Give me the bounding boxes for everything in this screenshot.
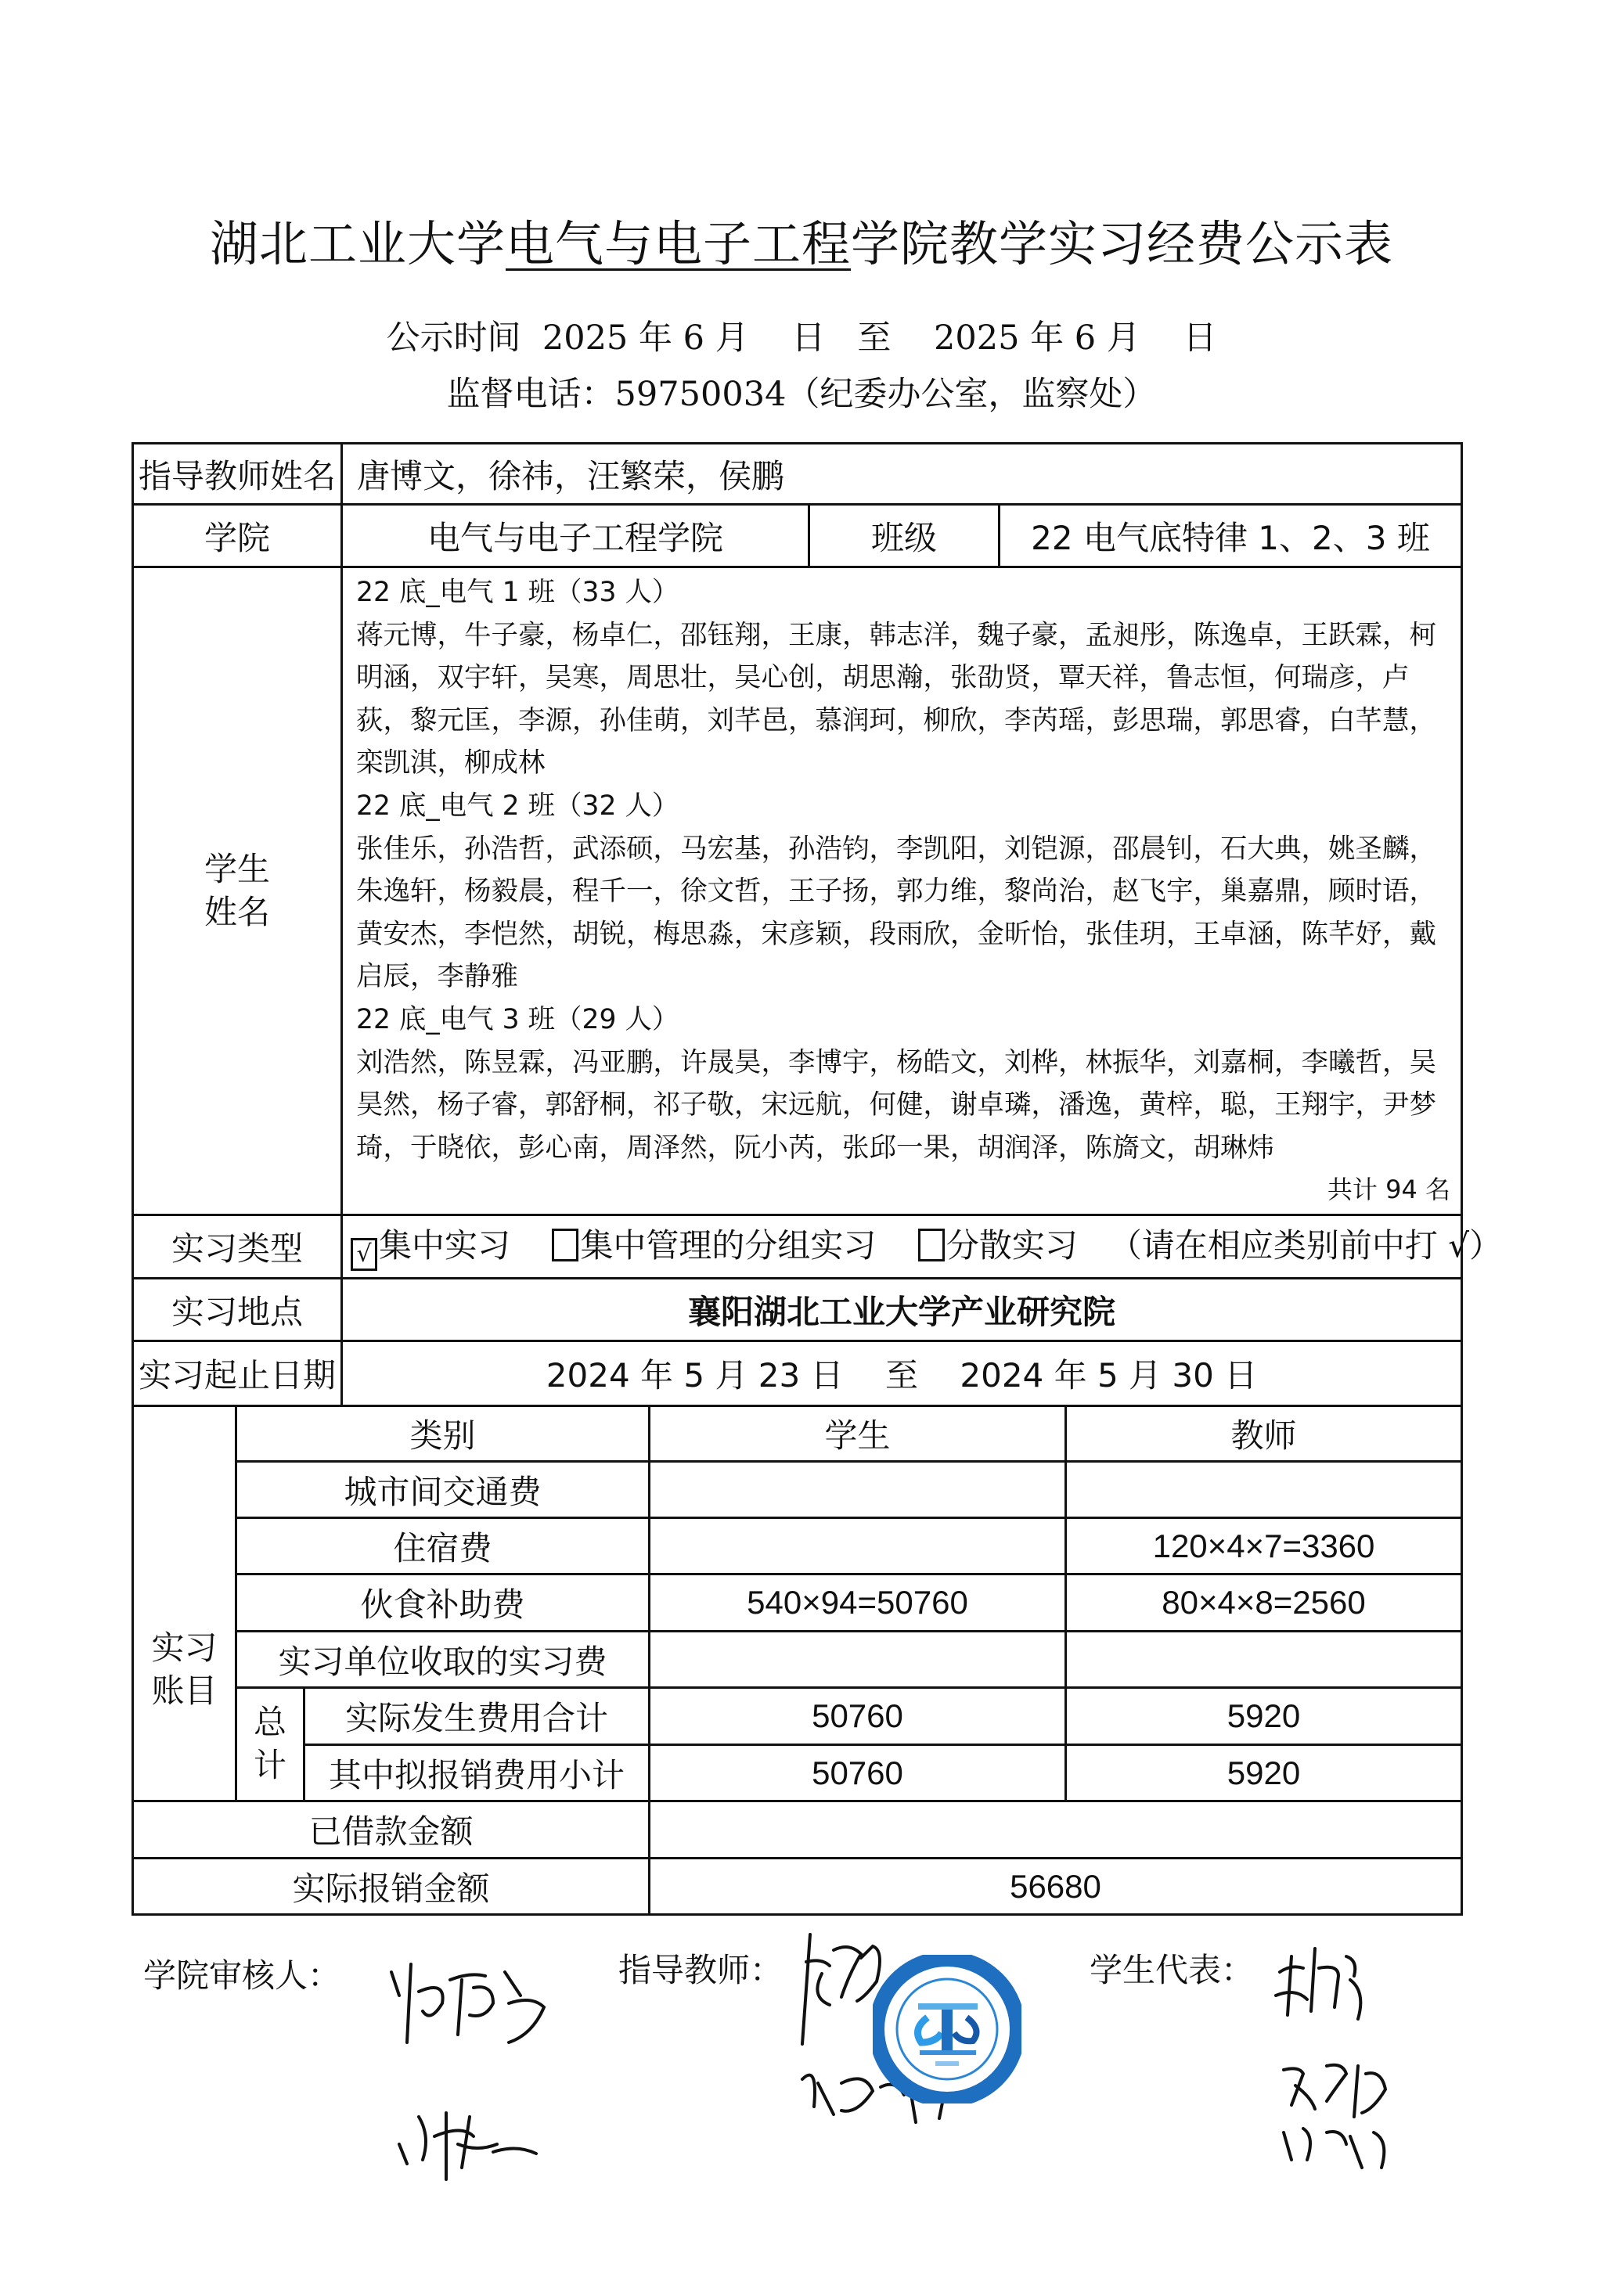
row-lodging-label: 住宿费 <box>393 1528 492 1567</box>
checkbox-grouped[interactable] <box>552 1229 578 1261</box>
university-seal-icon <box>873 1955 1021 2103</box>
reviewer-signature <box>376 1949 564 2183</box>
dates-value: 2024 年 5 月 23 日 至 2024 年 5 月 30 日 <box>546 1356 1258 1395</box>
teacher-names: 唐博文，徐祎，汪繁荣，侯鹏 <box>357 456 785 495</box>
class-3-heading: 22 底_电气 3 班（29 人） <box>356 1003 679 1035</box>
header-teacher: 教师 <box>1230 1416 1297 1455</box>
total-label-line1: 总 <box>253 1703 286 1742</box>
row-actual-total-teacher: 5920 <box>1227 1697 1301 1734</box>
class-1-heading: 22 底_电气 1 班（33 人） <box>356 577 679 608</box>
row-unit-fee-label: 实习单位收取的实习费 <box>278 1642 607 1681</box>
row-meals-student: 540×94=50760 <box>747 1584 968 1621</box>
option-dispersed: 分散实习 <box>946 1226 1078 1265</box>
row-meals-teacher: 80×4×8=2560 <box>1162 1584 1366 1621</box>
accounts-label-line2: 账目 <box>151 1672 218 1710</box>
dates-label: 实习起止日期 <box>138 1356 336 1395</box>
title-prefix: 湖北工业大学 <box>209 215 506 272</box>
row-unit-fee-teacher <box>1067 1632 1461 1686</box>
label-column-divider <box>340 442 343 1405</box>
location-value: 襄阳湖北工业大学产业研究院 <box>687 1292 1115 1331</box>
reimburse-label: 实际报销金额 <box>292 1869 490 1908</box>
row-meals-label: 伙食补助费 <box>360 1585 525 1624</box>
row-transport-label: 城市间交通费 <box>344 1472 542 1511</box>
college-value: 电气与电子工程学院 <box>427 518 723 557</box>
borrowed-value <box>650 1802 1461 1857</box>
total-label-line2: 计 <box>253 1746 286 1784</box>
type-options <box>351 1221 1502 1271</box>
row-transport-teacher <box>1067 1463 1461 1517</box>
student-label-line2: 姓名 <box>204 892 270 931</box>
college-label: 学院 <box>204 518 270 557</box>
row-reimburse-subtotal-student: 50760 <box>812 1754 903 1791</box>
location-label: 实习地点 <box>171 1292 303 1331</box>
student-rep-signatures <box>1272 1933 1428 2183</box>
row-transport-student <box>650 1463 1064 1517</box>
form-title <box>0 205 1603 275</box>
checkbox-dispersed[interactable] <box>918 1229 945 1261</box>
table-border-right <box>1461 442 1463 1915</box>
accounts-label <box>134 1407 235 1800</box>
class-1-names: 蒋元博，牛子豪，杨卓仁，邵钰翔，王康，韩志洋，魏子豪，孟昶彤，陈逸卓，王跃霖，柯明涵，双宇轩，吴寒，周思壮，吴心创，胡思瀚，张劭贤，覃天祥，鲁志恒，何瑞彦，卢荻，黎元匡，李源，孙佳萌，刘芊邑，慕润珂，柳欣，李芮瑶，彭思瑞，郭思睿，白芊慧，栾凯淇，柳成林 <box>356 619 1436 779</box>
total-count: 共计 94 名 <box>1327 1175 1450 1204</box>
row-unit-fee-student <box>650 1632 1064 1686</box>
row-reimburse-subtotal-label: 其中拟报销费用小计 <box>328 1755 625 1794</box>
class-2-names: 张佳乐，孙浩哲，武添硕，马宏基，孙浩钧，李凯阳，刘铠源，邵晨钊，石大典，姚圣麟，朱逸轩，杨毅晨，程千一，徐文哲，王子扬，郭力维，黎尚治，赵飞宇，巢嘉鼎，顾时语，黄安杰，李恺然，胡锐，梅思淼，宋彦颖，段雨欣，金昕怡，张佳玥，王卓涵，陈芊妤，戴启辰，李静雅 <box>356 833 1436 993</box>
row-actual-total-label: 实际发生费用合计 <box>344 1699 608 1737</box>
header-category: 类别 <box>409 1416 476 1455</box>
teacher-signature-label: 指导教师： <box>618 1951 783 1989</box>
class-value: 22 电气底特律 1、2、3 班 <box>1031 518 1430 557</box>
teacher-label: 指导教师姓名 <box>138 456 336 495</box>
row-reimburse-subtotal-teacher: 5920 <box>1227 1754 1301 1791</box>
class-label: 班级 <box>870 518 937 557</box>
type-note: （请在相应类别前中打 √） <box>1108 1226 1503 1265</box>
table-border-bottom <box>131 1913 1463 1916</box>
row-lodging-student <box>650 1519 1064 1573</box>
accounts-label-line1: 实习 <box>151 1628 218 1668</box>
reviewer-label: 学院审核人： <box>143 1956 341 1995</box>
row-actual-total-student: 50760 <box>812 1697 903 1734</box>
publicity-time: 公示时间 2025 年 6 月 日 至 2025 年 6 月 日 <box>386 318 1217 358</box>
row-lodging-teacher: 120×4×7=3360 <box>1152 1527 1375 1564</box>
title-suffix: 学院教学实习经费公示表 <box>851 215 1394 272</box>
borrowed-label: 已借款金额 <box>308 1812 474 1851</box>
student-label-line1: 学生 <box>204 849 270 888</box>
student-label <box>134 568 340 1214</box>
checkbox-centralized[interactable]: √ <box>351 1238 377 1271</box>
option-centralized: 集中实习 <box>379 1226 511 1265</box>
header-student: 学生 <box>824 1416 891 1455</box>
reimburse-value: 56680 <box>1010 1867 1101 1905</box>
student-list <box>356 571 1452 1169</box>
supervision-phone: 监督电话：59750034（纪委办公室，监察处） <box>446 375 1157 414</box>
class-3-names: 刘浩然，陈昱霖，冯亚鹏，许晟昊，李博宇，杨皓文，刘桦，林振华，刘嘉桐，李曦哲，吴昊然，杨子睿，郭舒桐，祁子敬，宋远航，何健，谢卓璘，潘逸，黄梓，聪，王翔宇，尹梦琦，于晓依，彭心南，周泽然，阮小芮，张邱一果，胡润泽，陈旖文，胡琳炜 <box>356 1046 1436 1164</box>
title-college: 电气与电子工程 <box>505 215 851 272</box>
class-2-heading: 22 底_电气 2 班（32 人） <box>356 790 679 822</box>
total-label <box>237 1689 303 1800</box>
type-label: 实习类型 <box>171 1229 303 1268</box>
option-grouped: 集中管理的分组实习 <box>580 1226 877 1265</box>
student-rep-label: 学生代表： <box>1090 1951 1255 1989</box>
